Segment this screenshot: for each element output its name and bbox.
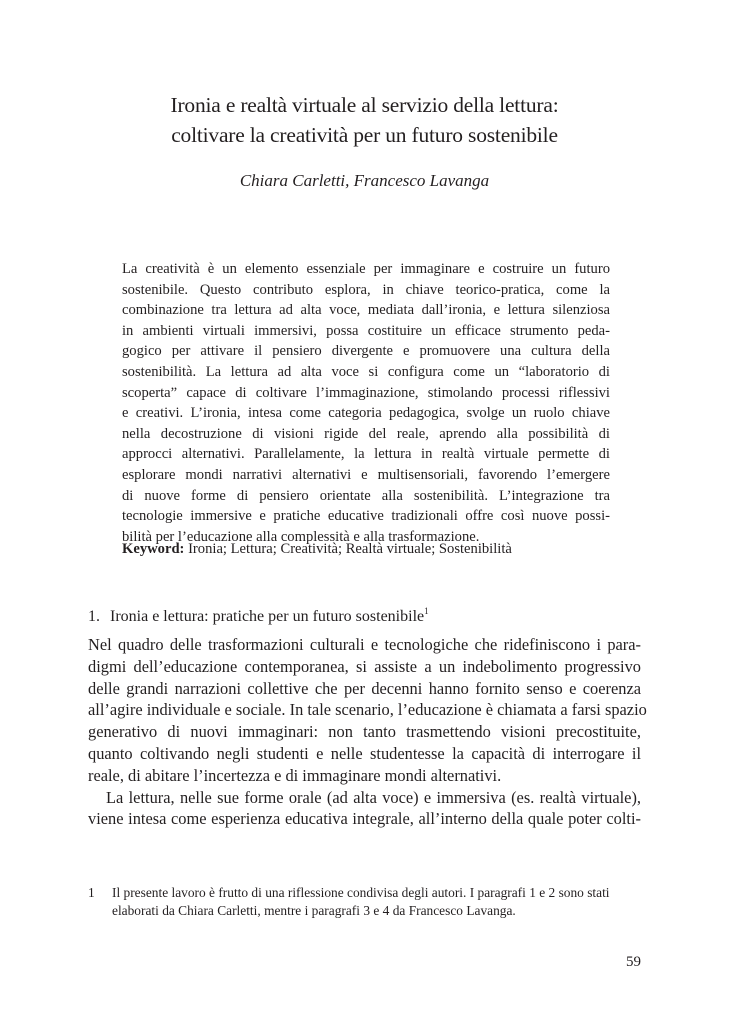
abstract-line: in ambienti virtuali immersivi, possa costituire un efficace strumento peda- (122, 322, 610, 339)
article-authors: Chiara Carletti, Francesco Lavanga (239, 171, 490, 190)
abstract-line: combinazione tra lettura ad alta voce, mediata dall’ironia, e lettura silenziosa (122, 302, 610, 319)
body-line: viene intesa come esperienza educativa integrale, all’interno della quale poter colti- (88, 809, 641, 829)
body-text (88, 634, 647, 830)
body-line: reale, di abitare l’incertezza e di immaginare mondi alternativi. (88, 765, 502, 785)
abstract-line: approcci alternativi. Parallelamente, la lettura in realtà virtuale permette di (122, 446, 610, 463)
abstract-line: sostenibilità. La lettura ad alta voce si configura come un “laboratorio di (122, 363, 610, 380)
footnote-number: 1 (88, 885, 95, 900)
footnote-line: elaborati da Chiara Carletti, mentre i paragrafi 3 e 4 da Francesco Lavanga. (112, 903, 516, 918)
section-number: 1. (88, 608, 100, 625)
footnote-line: Il presente lavoro è frutto di una riflessione condivisa degli autori. I paragrafi 1 e 2 sono stati (112, 885, 610, 900)
keywords-label: Keyword: (122, 541, 185, 557)
footnote-text (112, 884, 648, 920)
keywords-list: Ironia; Lettura; Creatività; Realtà virtuale; Sostenibilità (184, 541, 512, 557)
body-line: La lettura, nelle sue forme orale (ad alta voce) e immersiva (es. realtà virtuale), (106, 787, 641, 807)
body-line: Nel quadro delle trasformazioni culturali e tecnologiche che ridefiniscono i para- (88, 635, 641, 654)
section-title: Ironia e lettura: pratiche per un futuro sostenibile (110, 608, 425, 625)
abstract-line: e creativi. L’ironia, intesa come categoria pedagogica, svolge un ruolo chiave (122, 405, 610, 422)
page-number: 59 (626, 954, 641, 970)
abstract-line: scoperta” capace di coltivare l’immaginazione, stimolando processi riflessivi (122, 384, 610, 401)
abstract (122, 259, 610, 547)
footnote (88, 884, 648, 920)
abstract-line: esplorare mondi narrativi alternativi e multisensoriali, favorendo l’emergere (122, 466, 610, 483)
abstract-line: bilità per l’educazione alla complessità e alla trasformazione. (122, 528, 480, 545)
abstract-line: gogico per attivare il pensiero divergente e promuovere una cultura della (122, 343, 610, 360)
body-line: all’agire individuale e sociale. In tale scenario, l’educazione è chiamata a farsi spazio (88, 700, 647, 720)
abstract-line: sostenibile. Questo contributo esplora, in chiave teorico-pratica, come la (122, 281, 610, 298)
paragraph-1 (88, 634, 647, 787)
abstract-line: tecnologie immersive e pratiche educative tradizionali offre così nuove possi- (122, 508, 610, 525)
abstract-line: La creatività è un elemento essenziale per immaginare e costruire un futuro (122, 261, 610, 277)
title-line-2: coltivare la creatività per un futuro sostenibile (171, 123, 558, 147)
keywords (122, 539, 622, 559)
abstract-line: nella decostruzione di visioni rigide del reale, aprendo alla possibilità di (122, 425, 610, 442)
title-line-1: Ironia e realtà virtuale al servizio della lettura: (170, 93, 559, 117)
body-line: digmi dell’educazione contemporanea, si assiste a un indebolimento progressivo (88, 656, 641, 676)
body-line: quanto coltivando negli studenti e nelle studentesse la capacità di interrogare il (88, 743, 641, 763)
abstract-line: di nuove forme di pensiero orientate alla sostenibilità. L’integrazione tra (122, 487, 610, 504)
body-line: generativo di nuovi immaginari: non tanto trasmettendo visioni precostituite, (88, 722, 641, 742)
footnote-reference[interactable]: 1 (424, 606, 429, 616)
section-heading (88, 600, 429, 628)
paragraph-2 (88, 787, 641, 831)
article-title (0, 90, 729, 150)
body-line: delle grandi narrazioni collettive che per decenni hanno fornito senso e coerenza (88, 678, 641, 698)
